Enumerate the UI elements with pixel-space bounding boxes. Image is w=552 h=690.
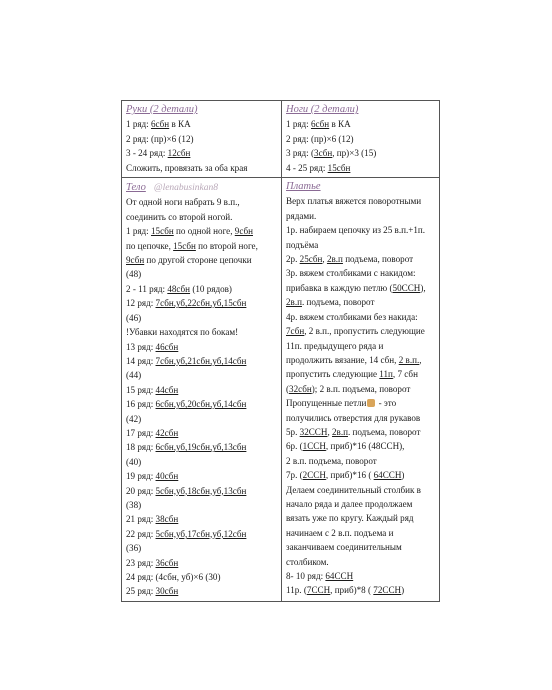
text-line: 17 ряд: 42сбн	[126, 427, 179, 438]
text-line: !Убавки находятся по бокам!	[126, 327, 239, 338]
stitch-count: 6сбн	[150, 119, 170, 130]
text-line: (36)	[126, 543, 142, 554]
stitch-count: 1ССН	[302, 441, 326, 452]
text-line: 2 - 11 ряд: 48сбн (10 рядов)	[126, 283, 232, 294]
text-line: 11р. (7ССН, приб)*8 ( 72ССН)	[286, 585, 405, 596]
text-line: (46)	[126, 312, 142, 323]
text-line: соединить со второй ногой.	[126, 211, 233, 222]
text-line: 7р. (2ССН, приб)*16 ( 64ССН)	[286, 470, 405, 481]
dress-title: Платье	[286, 181, 321, 193]
text-line: 7сбн, 2 в.п., пропустить следующие	[286, 326, 425, 337]
text-line: 1 ряд: 6сбн в КА	[126, 119, 191, 130]
text-line: заканчиваем соединительным	[286, 542, 402, 553]
text-line: 1 ряд: 15сбн по одной ноге, 9сбн	[126, 226, 253, 237]
body-cell	[122, 178, 282, 602]
stitch-count: 6сбн,уб,19сбн,уб,13сбн	[155, 442, 247, 453]
text-line: 13 ряд: 46сбн	[126, 341, 179, 352]
text-line: 25 ряд: 30сбн	[126, 586, 179, 597]
text-line: 2 ряд: (пр)×6 (12)	[286, 133, 354, 144]
text-line: 2 в.п. подъема, поворот	[286, 455, 377, 466]
stitch-count: 7ССН	[306, 585, 331, 596]
stitch-count: 32ССН	[299, 426, 328, 437]
stitch-count: 15сбн	[173, 240, 196, 251]
text-line: подъёма	[286, 239, 319, 250]
stitch-count: 42сбн	[155, 427, 179, 438]
watermark: @lenabusinkan8	[153, 183, 218, 194]
text-line: 3 - 24 ряд: 12сбн	[126, 148, 191, 159]
body-title: Тело	[126, 182, 146, 194]
stitch-count: 2 в.п.	[398, 354, 420, 365]
text-line: Делаем соединительный столбик в	[286, 484, 421, 495]
stitch-count: 15сбн	[150, 226, 174, 237]
text-line: 3р. вяжем столбиками с накидом:	[286, 268, 416, 279]
text-line: прибавка в каждую петлю (50ССН),	[286, 282, 426, 293]
text-line: Пропущенные петли - это	[286, 398, 397, 409]
text-line: 3 ряд: (3сбн, пр)×3 (15)	[286, 148, 377, 159]
stitch-count: 12сбн	[167, 148, 191, 159]
text-line: (32сбн); 2 в.п. подъема, поворот	[286, 383, 411, 394]
text-line: 22 ряд: 5сбн,уб,17сбн,уб,12сбн	[126, 528, 247, 539]
text-line: столбиком.	[286, 556, 329, 567]
text-line: От одной ноги набрать 9 в.п.,	[126, 197, 240, 208]
text-line: 1 ряд: 6сбн в КА	[286, 119, 351, 130]
stitch-count: 5сбн,уб,18сбн,уб,13сбн	[155, 485, 247, 496]
stitch-count: 2в.п	[331, 426, 348, 437]
text-line: по цепочке, 15сбн по второй ноге,	[126, 240, 258, 251]
text-line: (44)	[126, 370, 142, 381]
dress-lines	[286, 194, 436, 597]
text-line: 23 ряд: 36сбн	[126, 557, 179, 568]
stitch-count: 32сбн	[289, 383, 312, 394]
legs-title: Ноги (2 детали)	[286, 104, 359, 115]
text-line: 15 ряд: 44сбн	[126, 384, 179, 395]
text-line: (38)	[126, 499, 142, 510]
legs-lines	[286, 117, 436, 175]
stitch-count: 6сбн,уб,20сбн,уб,14сбн	[155, 399, 247, 410]
text-line: 1р. набираем цепочку из 25 в.п.+1п.	[286, 225, 426, 236]
text-line: 18 ряд: 6сбн,уб,19сбн,уб,13сбн	[126, 442, 247, 453]
text-line: 21 ряд: 38сбн	[126, 514, 179, 525]
text-line: начало ряда и далее продолжаем	[286, 498, 413, 509]
stitch-count: 50ССН	[392, 282, 421, 293]
stitch-count: 5сбн,уб,17сбн,уб,12сбн	[155, 528, 247, 539]
stitch-count: 40сбн	[155, 471, 179, 482]
stitch-count: 2ССН	[302, 470, 326, 481]
stitch-count: 7сбн,уб,22сбн,уб,15сбн	[155, 298, 247, 309]
text-line: 2 ряд: (пр)×6 (12)	[126, 133, 194, 144]
text-line: 24 ряд: (4сбн, уб)×6 (30)	[126, 572, 221, 582]
stitch-count: 9сбн	[234, 226, 253, 237]
text-line: 12 ряд: 7сбн,уб,22сбн,уб,15сбн	[126, 298, 247, 309]
text-line: (48)	[126, 269, 142, 280]
stitch-count: 3сбн	[314, 148, 333, 159]
stitch-count: 7сбн,уб,21сбн,уб,14сбн	[155, 355, 247, 366]
stitch-count: 2в.п	[326, 254, 343, 265]
text-line: 2р. 25сбн, 2в.п подъема, поворот	[286, 254, 414, 265]
text-line: Верх платья вяжется поворотными	[286, 196, 422, 207]
stitch-count: 72ССН	[373, 585, 402, 596]
stitch-count: 46сбн	[155, 341, 179, 352]
text-line: 20 ряд: 5сбн,уб,18сбн,уб,13сбн	[126, 485, 247, 496]
text-line: 14 ряд: 7сбн,уб,21сбн,уб,14сбн	[126, 355, 247, 366]
text-line: (42)	[126, 413, 142, 424]
text-line: 9сбн по другой стороне цепочки	[126, 255, 252, 266]
stitch-count: 38сбн	[155, 514, 179, 525]
arms-title: Руки (2 детали)	[126, 104, 198, 115]
legs-cell	[282, 101, 440, 178]
text-line: 8- 10 ряд: 64ССН	[286, 571, 354, 581]
stitch-count: 64ССН	[325, 571, 354, 581]
text-line: (40)	[126, 456, 142, 467]
stitch-count: 36сбн	[155, 557, 179, 568]
text-line: начинаем с 2 в.п. подъема и	[286, 527, 394, 538]
text-line: 11п. предыдущего ряда и	[286, 340, 384, 351]
text-line: 2в.п. подъема, поворот	[286, 297, 375, 308]
stitch-count: 30сбн	[155, 586, 179, 597]
stitch-count: 15сбн	[327, 162, 351, 173]
text-line: 4р. вяжем столбиками без накида:	[286, 311, 418, 322]
text-line: Сложить, провязать за оба края	[126, 162, 248, 173]
stitch-count: 25сбн	[299, 254, 323, 265]
text-line: получились отверстия для рукавов	[286, 412, 421, 423]
body-lines	[126, 195, 278, 598]
text-line: пропустить следующие 11п, 7 сбн	[286, 369, 418, 380]
stitch-count: 6сбн	[310, 119, 330, 130]
arms-cell	[122, 101, 282, 178]
stitch-count: 2в.п	[286, 297, 302, 308]
text-line: 19 ряд: 40сбн	[126, 471, 179, 482]
stitch-count: 9сбн	[126, 255, 145, 266]
text-line: вязать уже по кругу. Каждый ряд	[286, 513, 414, 524]
text-line: продолжить вязание, 14 сбн, 2 в.п.,	[286, 354, 422, 365]
text-line: 5р. 32ССН, 2в.п. подъема, поворот	[286, 426, 421, 437]
text-line: 16 ряд: 6сбн,уб,20сбн,уб,14сбн	[126, 399, 247, 410]
text-line: рядами.	[286, 210, 317, 221]
stitch-count: 7сбн	[286, 326, 305, 337]
text-line: 6р. (1ССН, приб)*16 (48ССН),	[286, 441, 405, 452]
thumbs-up-icon	[367, 399, 375, 407]
pattern-table	[121, 100, 440, 602]
stitch-count: 11п	[379, 369, 393, 380]
stitch-count: 44сбн	[155, 384, 179, 395]
arms-lines	[126, 117, 278, 175]
stitch-count: 48сбн	[167, 283, 191, 294]
dress-cell	[282, 178, 440, 602]
stitch-count: 64ССН	[373, 470, 402, 481]
text-line: 4 - 25 ряд: 15сбн	[286, 162, 351, 173]
